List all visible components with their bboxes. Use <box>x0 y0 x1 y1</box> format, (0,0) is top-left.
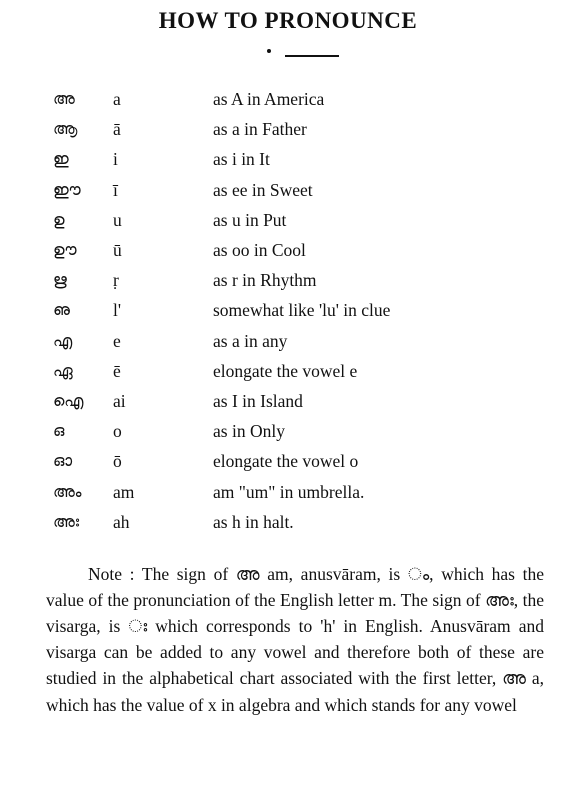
pronunciation-guide: elongate the vowel e <box>213 360 358 381</box>
transliteration: l' <box>113 300 122 321</box>
pronunciation-guide: as r in Rhythm <box>213 270 317 291</box>
malayalam-letter: ഋ <box>53 270 67 290</box>
transliteration: e <box>113 330 121 351</box>
pronunciation-guide: as A in America <box>213 89 325 109</box>
transliteration: ah <box>113 511 130 532</box>
malayalam-letter: ഐ <box>53 391 84 410</box>
malayalam-letter: ഌ <box>53 300 70 320</box>
transliteration: u <box>113 209 122 230</box>
vowel-row <box>0 482 576 512</box>
transliteration: ū <box>113 240 122 260</box>
pronunciation-guide: as oo in Cool <box>213 240 306 260</box>
pronunciation-guide: am "um" in umbrella. <box>213 481 365 502</box>
page-title: HOW TO PRONOUNCE <box>158 8 418 33</box>
transliteration: ē <box>113 360 121 381</box>
malayalam-letter: ഊ <box>53 240 77 259</box>
pronunciation-guide: elongate the vowel o <box>213 451 359 472</box>
vowel-row <box>0 331 576 361</box>
malayalam-letter: അം <box>53 481 82 501</box>
pronunciation-guide: as i in It <box>213 149 270 170</box>
vowel-row <box>0 361 576 391</box>
pronunciation-guide: as h in halt. <box>213 511 294 532</box>
pronunciation-guide: as a in any <box>213 330 288 351</box>
pronunciation-guide: somewhat like 'lu' in clue <box>213 300 391 321</box>
transliteration: ṛ <box>113 270 119 291</box>
pronunciation-guide: as I in Island <box>213 391 303 411</box>
vowel-row <box>0 512 576 542</box>
transliteration: a <box>113 89 121 109</box>
malayalam-letter: ഉ <box>53 209 65 229</box>
title-underline-rule <box>285 55 339 57</box>
malayalam-letter: ഒ <box>53 421 65 441</box>
vowel-row <box>0 89 576 119</box>
pronunciation-note: Note : The sign of അ am, anusvāram, is ം, which has the value of the pronunciation of the English letter m. The sign of അഃ, the visarga, is ഃ which corresponds to 'h' in English. Anusvāram and visarga can be added to any vowel and therefore both of these are studied in the alphabetical chart associated with the first letter, അ a, which has the value of x in algebra and which stands for any vowel <box>46 563 544 715</box>
transliteration: ō <box>113 451 122 472</box>
transliteration: i <box>113 149 118 170</box>
pronunciation-guide: as ee in Sweet <box>213 179 313 200</box>
vowel-row <box>0 270 576 300</box>
vowel-row <box>0 421 576 451</box>
vowel-row <box>0 451 576 481</box>
vowel-row <box>0 180 576 210</box>
malayalam-letter: അ <box>53 89 75 108</box>
transliteration: am <box>113 481 135 502</box>
malayalam-letter: ഓ <box>53 451 73 471</box>
malayalam-letter: ഇ <box>53 149 69 169</box>
malayalam-letter: ഈ <box>53 179 81 199</box>
malayalam-letter: ആ <box>53 119 78 139</box>
vowel-row <box>0 391 576 421</box>
title-ornament-dot <box>267 49 271 53</box>
vowel-row <box>0 210 576 240</box>
malayalam-letter: എ <box>53 330 73 350</box>
pronunciation-guide: as in Only <box>213 421 285 442</box>
pronunciation-guide: as a in Father <box>213 119 307 140</box>
pronunciation-guide: as u in Put <box>213 209 287 230</box>
vowel-row <box>0 149 576 179</box>
transliteration: ī <box>113 179 118 200</box>
malayalam-letter: ഏ <box>53 360 73 380</box>
vowel-row <box>0 300 576 330</box>
transliteration: ā <box>113 119 121 140</box>
vowel-row <box>0 240 576 270</box>
transliteration: ai <box>113 391 126 411</box>
malayalam-letter: അഃ <box>53 511 80 531</box>
vowel-row <box>0 119 576 149</box>
transliteration: o <box>113 421 122 442</box>
